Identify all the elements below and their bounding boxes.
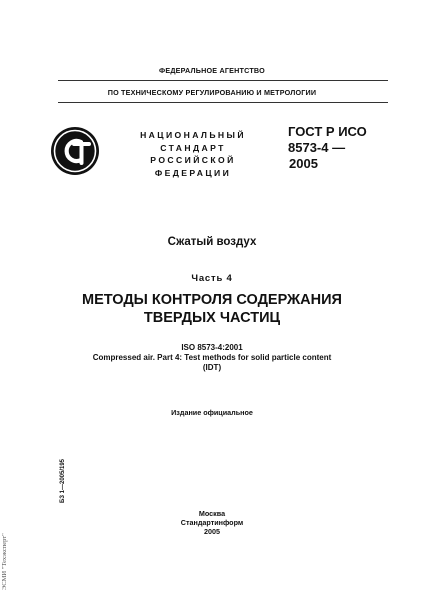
agency-name-line2: ПО ТЕХНИЧЕСКОМУ РЕГУЛИРОВАНИЮ И МЕТРОЛОГИИ: [107, 88, 317, 97]
rst-logo-icon: [50, 126, 100, 176]
main-title-line1: МЕТОДЫ КОНТРОЛЯ СОДЕРЖАНИЯ: [82, 292, 342, 308]
agency-name-line1: ФЕДЕРАЛЬНОЕ АГЕНТСТВО: [159, 66, 265, 75]
side-code: БЗ 1—2005/195: [60, 458, 66, 503]
national-standard-line4: ФЕДЕРАЦИИ: [154, 167, 232, 178]
imprint-year: 2005: [204, 527, 220, 536]
iso-code: ISO 8573-4:2001: [181, 343, 243, 352]
main-title: [0, 291, 424, 327]
national-standard-line1: НАЦИОНАЛЬНЫЙ: [140, 130, 246, 140]
national-standard-line3: РОССИЙСКОЙ: [150, 155, 236, 165]
iso-english-title: Compressed air. Part 4: Test methods for solid particle content: [92, 353, 332, 362]
gost-year: 2005: [289, 156, 318, 171]
iso-idt: (IDT): [202, 363, 222, 372]
gost-designation: [288, 124, 367, 172]
national-standard-line2: СТАНДАРТ: [160, 142, 226, 153]
imprint: [0, 509, 424, 536]
part-number: Часть 4: [191, 273, 233, 284]
divider-top: [58, 80, 388, 81]
main-title-line2: ТВЕРДЫХ ЧАСТИЦ: [143, 310, 281, 326]
imprint-city: Москва: [198, 509, 226, 518]
national-standard-label: [128, 129, 258, 179]
gost-line2: 8573-4 —: [288, 140, 346, 155]
imprint-publisher: Стандартинформ: [180, 518, 244, 527]
divider-bottom: [58, 102, 388, 103]
iso-reference: [0, 343, 424, 373]
document-subject: Сжатый воздух: [167, 236, 257, 248]
gost-line1: ГОСТ Р ИСО: [288, 124, 367, 139]
watermark-text: ЭСМИ "Техэксперт": [1, 533, 8, 590]
edition-label: Издание официальное: [171, 408, 253, 417]
